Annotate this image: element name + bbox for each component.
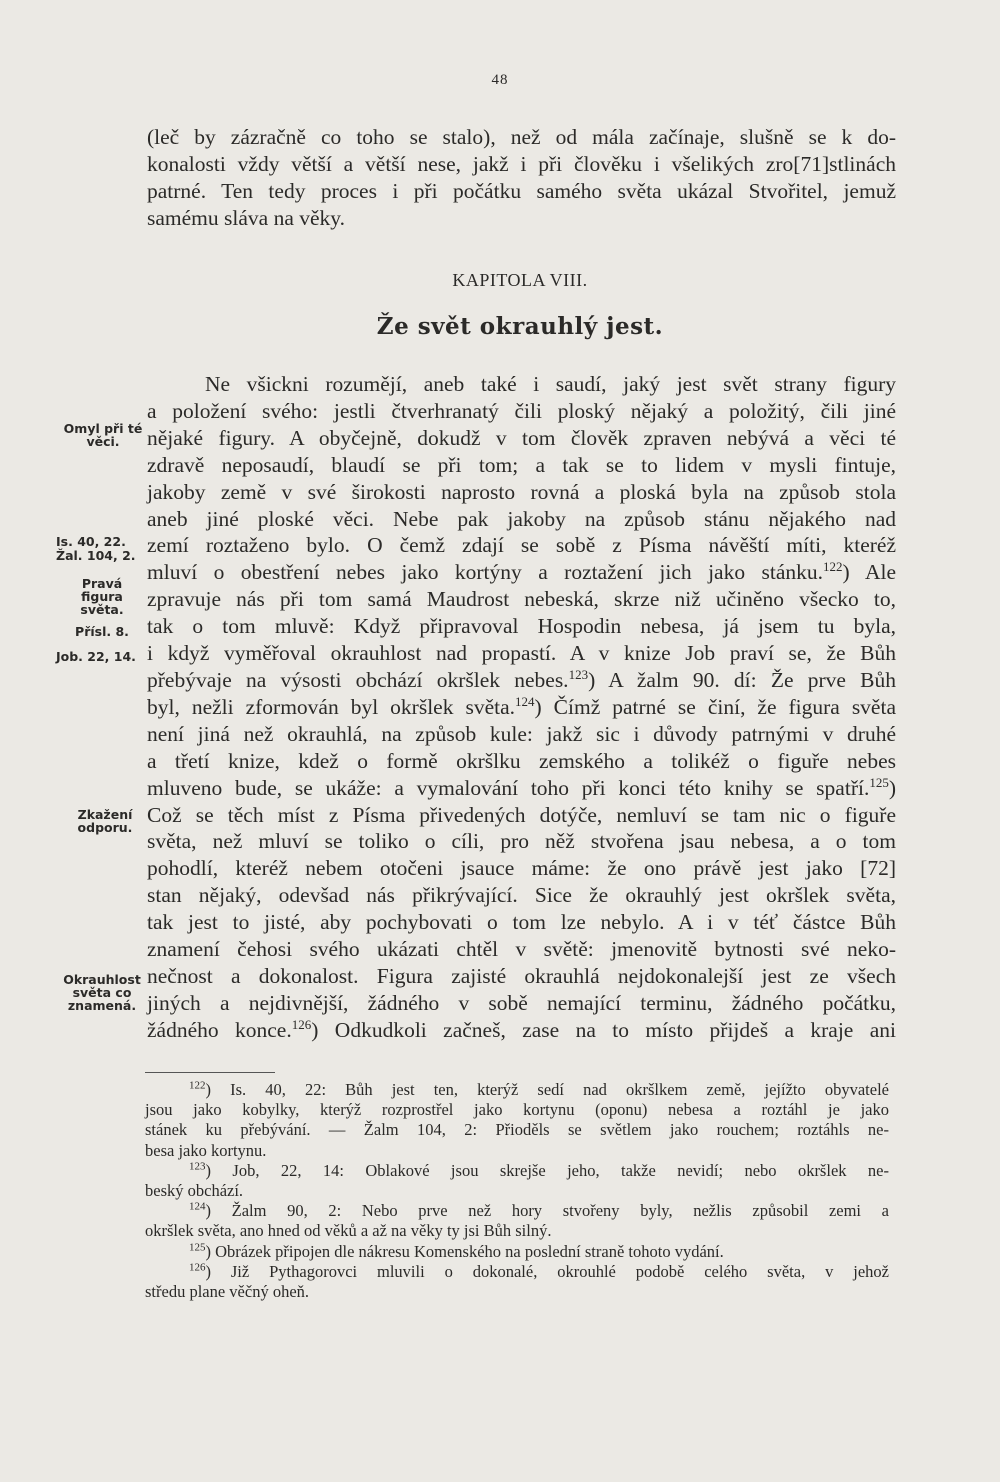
text-segment: ) Již Pythagorovci mluvili o dokonalé, okrouhlé podobě celého světa, v jehož: [205, 1261, 889, 1281]
text-line: nějaké figury. A obyčejně, dokudž v tom člověk zpraven nebývá a věci té: [147, 425, 896, 450]
text-line: okršlek světa, ano hned od věků a až na věky ty jsi Bůh silný.: [145, 1221, 552, 1241]
text-line: besa jako kortynu.: [145, 1140, 267, 1160]
text-line: není jiná než okrauhlá, na způsob kule: jakž sic i důvody patrnými v druhé: [147, 721, 896, 746]
text-line: jsou jako kobylky, kterýž rozprostřel jako kortynu (oponu) nebesa a roztáhl je jako: [145, 1100, 889, 1120]
text-line: patrné. Ten tedy proces i při počátku samého světa ukázal Stvořitel, jemuž: [147, 178, 896, 203]
footnote-number: 125: [189, 1241, 206, 1254]
text-line: jakoby země v své širokosti naprosto rovná a ploská byla na způsob stola: [147, 479, 896, 504]
text-line: zemí roztaženo bylo. O čemž zdají se sobě z Písma návěští míti, kteréž: [147, 533, 896, 558]
text-line: středu plane věčný oheň.: [145, 1282, 310, 1302]
text-line: [145, 1161, 889, 1181]
footnote-123: [145, 1161, 889, 1201]
margin-note: Okrauhlost světa co znamená.: [63, 972, 141, 1013]
text-line: a položení svého: jestli čtverhranatý čili ploský nějaký a položitý, čili jiné: [147, 398, 896, 423]
margin-note: Is. 40, 22.: [56, 534, 126, 549]
text-segment: ) Žalm 90, 2: Nebo prve než hory stvořeny byly, nežlis způsobil zemi a: [205, 1201, 889, 1221]
footnote-ref[interactable]: 124: [515, 693, 535, 709]
footnote-ref[interactable]: 125: [869, 774, 889, 790]
margin-note: Žal. 104, 2.: [56, 548, 136, 563]
text-segment: mluví o obestření nebes jako kortýny a roztažení jich jako stánku.: [147, 560, 824, 585]
page-number: 48: [491, 72, 509, 88]
footnote-ref[interactable]: 123: [568, 666, 589, 682]
text-segment: žádného konce.: [147, 1017, 292, 1042]
text-line: (leč by zázračně co toho se stalo), než od mála začínaje, slušně se k do-: [147, 125, 896, 149]
text-line: Což se těch míst z Písma přivedených dotýče, nemluví se tam nic o figuře: [147, 802, 896, 827]
footnote-number: 123: [189, 1160, 206, 1173]
text-line: tak jest to jisté, aby pochybovati o tom lze nebylo. A i v téť částce Bůh: [147, 910, 896, 935]
text-line: [145, 1262, 889, 1282]
footnote-ref[interactable]: 122: [823, 559, 843, 575]
text-segment: byl, nežli zformován byl okršlek světa.: [147, 694, 516, 719]
text-line: nečnost a dokonalost. Figura zajisté okrauhlá nejdokonalejší jest ze všech: [147, 963, 896, 988]
margin-note: Zkažení odporu.: [77, 807, 133, 835]
text-segment: ) Čímž patrné se činí, že figura světa: [534, 694, 896, 719]
text-segment: ) Obrázek připojen dle nákresu Komenského na poslední straně tohoto vydání.: [205, 1241, 724, 1261]
text-line: [147, 559, 896, 586]
margin-note: Job. 22, 14.: [56, 649, 136, 664]
text-line: a třetí knize, kdež o formě okršlku zemského a tolikéž o figuře nebes: [147, 748, 896, 773]
footnote-126: [145, 1262, 889, 1302]
text-line: [147, 667, 896, 694]
text-segment: mluveno bude, se ukáže: a vymalování toho při konci této knihy se spatří.: [147, 775, 870, 800]
text-line: [145, 1242, 889, 1262]
footnote-125: [145, 1242, 889, 1262]
footnote-ref[interactable]: 126: [291, 1016, 312, 1032]
text-line: zpravuje nás při tom samá Maudrost nebeská, skrze niž učiněno všecko to,: [147, 587, 896, 612]
text-line: znamení čehosi svého ukázati chtěl v světě: jmenovitě bytnosti své neko-: [147, 937, 896, 962]
text-line: aneb jiné ploské věci. Nebe pak jakoby na způsob stánu nějakého nad: [147, 506, 896, 531]
text-segment: ) Is. 40, 22: Bůh jest ten, kterýž sedí nad okršlkem země, jejížto obyvatelé: [205, 1080, 889, 1099]
footnote-number: 126: [189, 1261, 206, 1274]
text-segment: přebývaje na výsosti obchází okršlek nebes.: [147, 667, 569, 692]
text-line: stánek ku přebývání. — Žalm 104, 2: Přioděls se světlem jako rouchem; roztáhls ne-: [145, 1120, 889, 1140]
footnote-number: 122: [189, 1079, 206, 1092]
text-segment: ) Job, 22, 14: Oblakové jsou skrejše jeho, takže nevidí; nebo okršlek ne-: [205, 1160, 889, 1180]
text-segment: Odkudkoli začneš, zase na to místo přijdeš a kraje ani: [334, 1017, 897, 1042]
margin-note: Pravá figura světa.: [80, 576, 124, 617]
text-segment: ): [311, 1017, 319, 1042]
margin-note: Omyl při té věci.: [63, 421, 143, 449]
text-line: i když vyměřoval okrauhlost nad propastí. A v knize Job praví se, že Bůh: [147, 641, 896, 666]
text-line: Ne všickni rozumějí, aneb také i saudí, jaký jest svět strany figury: [205, 372, 896, 396]
text-line: samému sláva na věky.: [147, 205, 346, 230]
text-line: [147, 1017, 896, 1044]
chapter-label: KAPITOLA VIII.: [452, 270, 588, 290]
footnote-124: [145, 1201, 889, 1241]
text-line: tak o tom mluvě: Když připravoval Hospodin nebesa, já jsem tu byla,: [147, 614, 896, 639]
text-line: [147, 775, 896, 802]
text-segment: ): [888, 775, 896, 800]
text-segment: ) Ale: [842, 560, 896, 585]
text-line: konalosti vždy větší a větší nese, jakž i při člověku i všelikých zro[71]stlinách: [147, 151, 896, 176]
footnotes: [145, 1080, 889, 1302]
chapter-title: Že svět okrauhlý jest.: [376, 313, 664, 340]
text-line: [145, 1201, 889, 1221]
body-paragraph: [147, 371, 896, 1044]
text-line: pohodlí, kteréž nebem otočeni jsauce máme: že ono právě jest jako [72]: [147, 856, 896, 881]
text-line: stan nějaký, odevšad nás přikrývající. Sice že okrauhlý jest okršlek světa,: [147, 883, 896, 908]
text-segment: ) A žalm 90. dí: Že prve Bůh: [588, 667, 896, 692]
footnote-number: 124: [189, 1200, 206, 1213]
text-line: světa, než mluví se toliko o cíli, pro něž stvořena jsau nebesa, a o tom: [147, 829, 896, 854]
text-line: [145, 1080, 889, 1100]
text-line: [147, 694, 896, 721]
footnote-122: [145, 1080, 889, 1161]
footnote-divider: [145, 1072, 275, 1073]
intro-paragraph: [147, 124, 896, 232]
text-line: zdravě neposaudí, blaudí se při tom; a tak se to lidem v mysli fintuje,: [147, 452, 896, 477]
margin-note: Přísl. 8.: [75, 624, 129, 639]
text-line: beský obchází.: [145, 1181, 244, 1201]
text-line: jiných a nejdivnější, žádného v sobě nemající terminu, žádného počátku,: [147, 990, 896, 1015]
